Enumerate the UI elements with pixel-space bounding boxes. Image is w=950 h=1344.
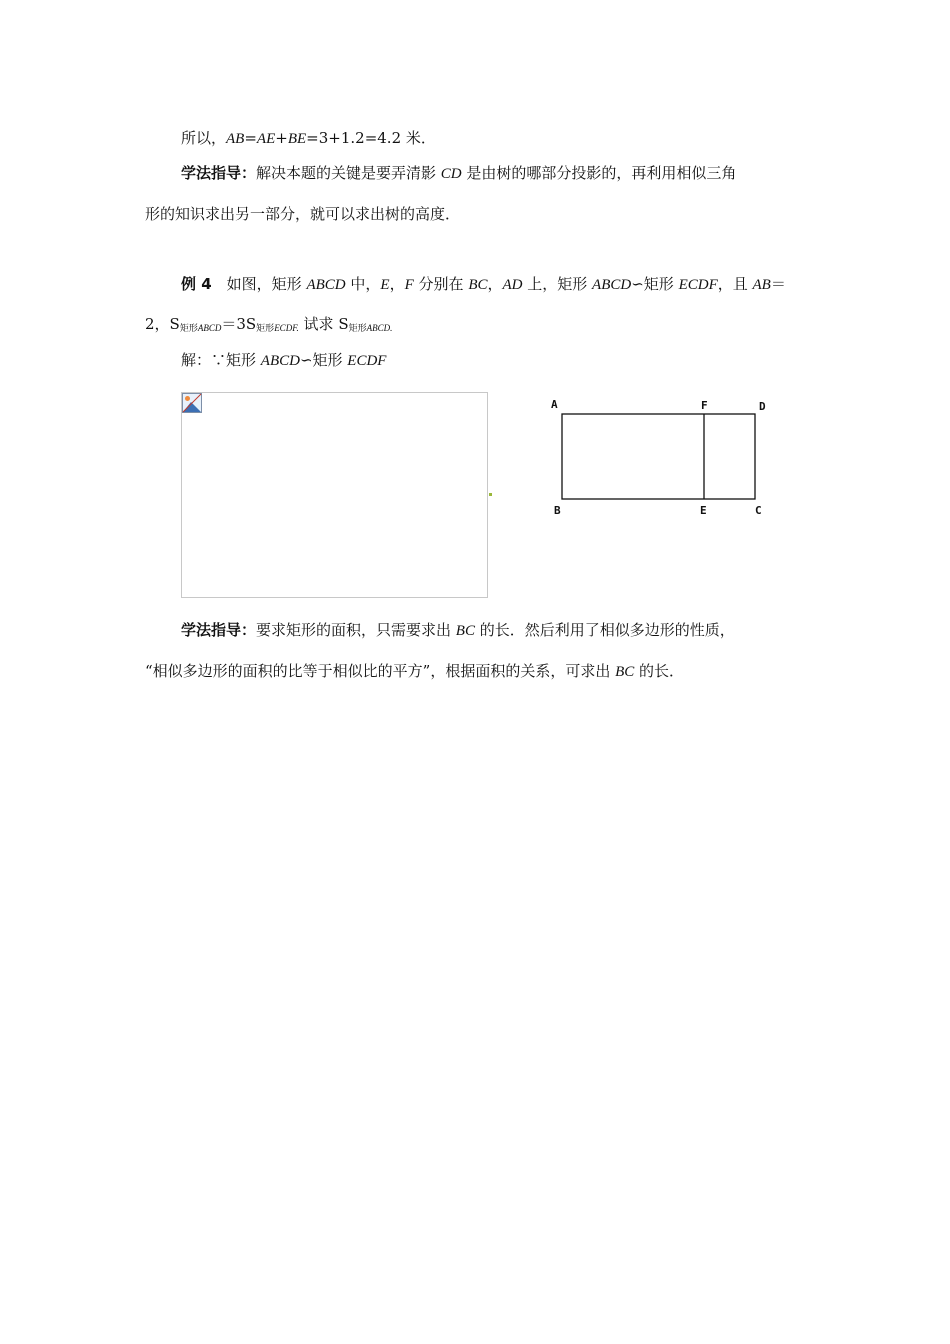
side-bc: BC xyxy=(455,623,475,639)
guide1-label: 学法指导： xyxy=(181,164,257,182)
side-bc: BC xyxy=(468,277,488,293)
side-bc: BC xyxy=(615,664,635,680)
example4-text: ，且 xyxy=(717,275,753,293)
guide1-line2-text: 形的知识求出另一部分，就可以求出树的高度． xyxy=(145,205,461,223)
equals-sign: = xyxy=(244,129,257,147)
label-e: E xyxy=(700,504,707,517)
rect-abcd: ABCD xyxy=(260,353,300,369)
area-subscript: 矩形 xyxy=(348,324,367,334)
example4-area-text: 试求 S xyxy=(298,315,349,333)
example4-text: ， xyxy=(389,275,405,293)
guide2-line1 xyxy=(181,620,735,641)
guide1-text-b: 是由树的哪部分投影的，再利用相似三角 xyxy=(461,164,737,182)
broken-image-icon xyxy=(182,393,202,413)
rect-abcd: ABCD xyxy=(592,277,632,293)
stray-mark xyxy=(489,493,492,496)
guide2-line2 xyxy=(145,661,684,682)
missing-image-placeholder xyxy=(181,392,488,598)
shadow-cd: CD xyxy=(440,166,462,182)
area-subscript: 矩形 xyxy=(256,324,275,334)
example4-text: ∽矩形 xyxy=(631,275,679,293)
segment-ab: AB xyxy=(226,131,245,147)
side-ad: AD xyxy=(502,277,523,293)
guide1-line1 xyxy=(181,163,736,184)
point-f: F xyxy=(404,277,414,293)
guide2-text-b: 的长．然后利用了相似多边形的性质， xyxy=(474,621,735,639)
area-subscript: 矩形 xyxy=(179,324,198,334)
example4-text: ＝ xyxy=(770,275,786,293)
segment-ae: AE xyxy=(256,131,276,147)
guide2-text-a: 要求矩形的面积，只需要求出 xyxy=(256,621,456,639)
example4-label: 例 4 xyxy=(181,275,212,293)
example4-text: 如图，矩形 xyxy=(211,275,307,293)
rect-abcd-outline xyxy=(562,414,755,499)
guide2-line2-end: 的长． xyxy=(634,662,685,680)
guide1-line2 xyxy=(145,204,460,224)
similar-symbol-text: ∽矩形 xyxy=(299,351,348,369)
label-b: B xyxy=(554,504,561,517)
example4-text: 分别在 xyxy=(413,275,469,293)
rect-abcd: ABCD xyxy=(306,277,346,293)
point-e: E xyxy=(380,277,390,293)
segment-be: BE xyxy=(287,131,307,147)
example4-area-text: ＝3S xyxy=(221,315,257,333)
area-subscript: ABCD xyxy=(197,323,222,333)
plus-sign: + xyxy=(275,129,288,147)
guide1-text-a: 解决本题的关键是要弄清影 xyxy=(256,164,441,182)
label-f: F xyxy=(701,399,708,412)
side-ab: AB xyxy=(752,277,771,293)
guide2-label: 学法指导： xyxy=(181,621,257,639)
example4-text: 中， xyxy=(345,275,381,293)
label-d: D xyxy=(759,400,766,413)
rectangle-figure xyxy=(540,392,780,522)
label-a: A xyxy=(551,398,558,411)
conclusion-line xyxy=(181,128,436,149)
guide2-line2-text: “相似多边形的面积的比等于相似比的平方”，根据面积的关系，可求出 xyxy=(145,662,616,680)
solution-label: 解：∵矩形 xyxy=(181,351,261,369)
rect-ecdf: ECDF xyxy=(347,353,387,369)
example4-line1 xyxy=(181,274,786,295)
label-c: C xyxy=(755,504,762,517)
area-subscript: ABCD. xyxy=(366,323,393,333)
conclusion-result: =3+1.2=4.2 米． xyxy=(306,129,436,147)
solution-line xyxy=(181,350,386,371)
example4-area-text: 2，S xyxy=(145,315,180,333)
example4-text: 上，矩形 xyxy=(522,275,593,293)
rect-ecdf: ECDF xyxy=(678,277,718,293)
conclusion-prefix: 所以， xyxy=(181,129,227,147)
example4-text: ， xyxy=(487,275,503,293)
area-subscript: ECDF. xyxy=(274,323,299,333)
example4-line2 xyxy=(145,314,392,339)
